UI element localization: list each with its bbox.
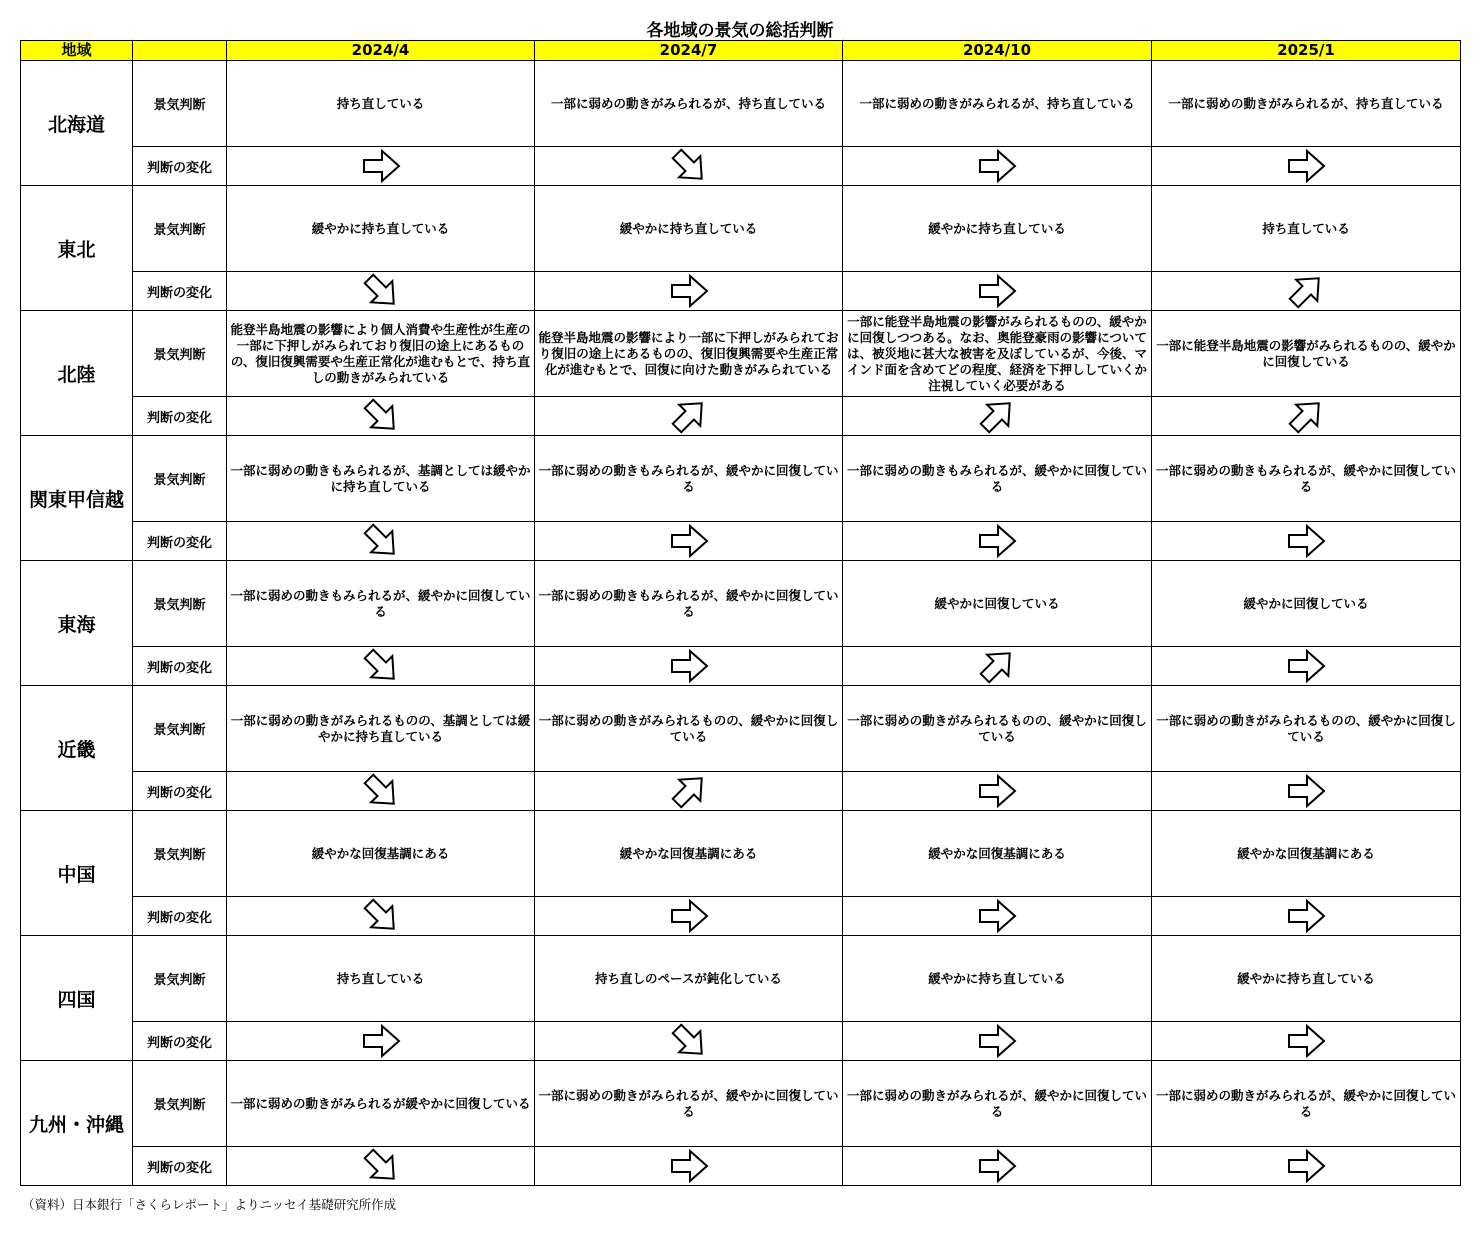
region-name: 近畿 [21,686,133,811]
right-arrow-icon [1283,773,1329,809]
judgment-label: 景気判断 [133,686,227,772]
judgment-label: 景気判断 [133,811,227,897]
right-arrow-icon [974,1148,1020,1184]
up-right-arrow-icon [666,398,712,434]
judgment-label: 景気判断 [133,311,227,397]
judgment-cell: 一部に弱めの動きもみられるが、緩やかに回復している [1152,436,1461,522]
change-cell [1152,1147,1461,1186]
right-arrow-icon [1283,148,1329,184]
judgment-cell: 緩やかに持ち直している [843,186,1152,272]
change-cell [535,1147,843,1186]
change-label: 判断の変化 [133,397,227,436]
region-change-row [21,1147,1461,1186]
change-cell [227,1022,535,1061]
region-judgment-row [21,436,1461,522]
change-cell [535,897,843,936]
right-arrow-icon [974,523,1020,559]
change-label: 判断の変化 [133,647,227,686]
region-judgment-row [21,186,1461,272]
right-arrow-icon [666,648,712,684]
change-cell [843,772,1152,811]
change-label: 判断の変化 [133,1022,227,1061]
regional-judgment-table [20,40,1461,1186]
judgment-label: 景気判断 [133,61,227,147]
region-name: 東海 [21,561,133,686]
judgment-label: 景気判断 [133,561,227,647]
region-change-row [21,897,1461,936]
judgment-label: 景気判断 [133,436,227,522]
region-name: 四国 [21,936,133,1061]
change-label: 判断の変化 [133,147,227,186]
right-arrow-icon [974,898,1020,934]
header-region: 地域 [21,41,133,61]
change-cell [227,647,535,686]
up-right-arrow-icon [974,648,1020,684]
change-label: 判断の変化 [133,1147,227,1186]
header-period: 2024/4 [227,41,535,61]
change-cell [843,522,1152,561]
down-right-arrow-icon [358,523,404,559]
judgment-cell: 一部に弱めの動きもみられるが、基調としては緩やかに持ち直している [227,436,535,522]
judgment-cell: 一部に弱めの動きがみられるものの、緩やかに回復している [843,686,1152,772]
judgment-cell: 持ち直しのペースが鈍化している [535,936,843,1022]
change-cell [843,1022,1152,1061]
judgment-cell: 一部に弱めの動きもみられるが、緩やかに回復している [535,561,843,647]
judgment-cell: 一部に弱めの動きがみられるものの、緩やかに回復している [535,686,843,772]
down-right-arrow-icon [358,1148,404,1184]
right-arrow-icon [1283,1148,1329,1184]
judgment-cell: 持ち直している [227,936,535,1022]
change-cell [843,272,1152,311]
down-right-arrow-icon [358,648,404,684]
change-cell [843,897,1152,936]
up-right-arrow-icon [1283,398,1329,434]
judgment-cell: 能登半島地震の影響により一部に下押しがみられており復旧の途上にあるものの、復旧復興需要や生産正常化が進むもとで、回復に向けた動きがみられている [535,311,843,397]
judgment-cell: 一部に弱めの動きがみられるものの、緩やかに回復している [1152,686,1461,772]
header-blank [133,41,227,61]
right-arrow-icon [1283,1023,1329,1059]
right-arrow-icon [974,273,1020,309]
change-cell [1152,897,1461,936]
judgment-cell: 一部に弱めの動きもみられるが、緩やかに回復している [843,436,1152,522]
judgment-cell: 緩やかに回復している [1152,561,1461,647]
right-arrow-icon [666,523,712,559]
region-name: 北海道 [21,61,133,186]
region-change-row [21,147,1461,186]
right-arrow-icon [358,1023,404,1059]
right-arrow-icon [666,273,712,309]
change-label: 判断の変化 [133,272,227,311]
right-arrow-icon [1283,898,1329,934]
change-cell [535,772,843,811]
region-change-row [21,397,1461,436]
change-cell [535,147,843,186]
change-label: 判断の変化 [133,897,227,936]
right-arrow-icon [974,773,1020,809]
header-period: 2025/1 [1152,41,1461,61]
judgment-cell: 一部に弱めの動きがみられるが、緩やかに回復している [843,1061,1152,1147]
judgment-cell: 緩やかに持ち直している [1152,936,1461,1022]
judgment-label: 景気判断 [133,1061,227,1147]
judgment-cell: 一部に能登半島地震の影響がみられるものの、緩やかに回復しつつある。なお、奥能登豪雨の影響については、被災地に甚大な被害を及ぼしているが、今後、マインド面を含めてどの程度、経済を下押ししていくか注視していく必要がある [843,311,1152,397]
judgment-cell: 持ち直している [227,61,535,147]
judgment-cell: 緩やかな回復基調にある [535,811,843,897]
region-name: 関東甲信越 [21,436,133,561]
judgment-cell: 緩やかに持ち直している [227,186,535,272]
judgment-cell: 一部に弱めの動きがみられるが、緩やかに回復している [1152,1061,1461,1147]
right-arrow-icon [666,898,712,934]
judgment-cell: 一部に能登半島地震の影響がみられるものの、緩やかに回復している [1152,311,1461,397]
change-cell [843,1147,1152,1186]
region-judgment-row [21,686,1461,772]
change-cell [535,397,843,436]
change-cell [227,897,535,936]
region-name: 中国 [21,811,133,936]
right-arrow-icon [1283,648,1329,684]
judgment-cell: 緩やかに持ち直している [843,936,1152,1022]
region-change-row [21,647,1461,686]
header-period: 2024/10 [843,41,1152,61]
region-judgment-row [21,61,1461,147]
change-cell [535,272,843,311]
change-cell [1152,647,1461,686]
change-cell [1152,147,1461,186]
change-cell [535,1022,843,1061]
change-label: 判断の変化 [133,772,227,811]
judgment-cell: 緩やかに回復している [843,561,1152,647]
change-cell [1152,522,1461,561]
judgment-cell: 一部に弱めの動きがみられるが、緩やかに回復している [535,1061,843,1147]
right-arrow-icon [1283,523,1329,559]
judgment-cell: 一部に弱めの動きがみられるが緩やかに回復している [227,1061,535,1147]
region-change-row [21,1022,1461,1061]
judgment-cell: 持ち直している [1152,186,1461,272]
region-change-row [21,772,1461,811]
judgment-label: 景気判断 [133,936,227,1022]
change-cell [1152,272,1461,311]
down-right-arrow-icon [358,773,404,809]
up-right-arrow-icon [666,773,712,809]
down-right-arrow-icon [666,1023,712,1059]
source-note: （資料）日本銀行「さくらレポート」よりニッセイ基礎研究所作成 [22,1197,397,1212]
header-period: 2024/7 [535,41,843,61]
change-cell [843,147,1152,186]
change-cell [227,397,535,436]
judgment-cell: 一部に弱めの動きがみられるが、持ち直している [535,61,843,147]
change-cell [227,522,535,561]
region-judgment-row [21,1061,1461,1147]
header-row [21,41,1461,61]
change-cell [535,647,843,686]
down-right-arrow-icon [358,898,404,934]
right-arrow-icon [358,148,404,184]
judgment-cell: 緩やかな回復基調にある [843,811,1152,897]
region-judgment-row [21,936,1461,1022]
change-cell [227,772,535,811]
region-judgment-row [21,311,1461,397]
page-title: 各地域の景気の総括判断 [646,21,834,41]
change-cell [843,647,1152,686]
change-cell [535,522,843,561]
right-arrow-icon [974,148,1020,184]
up-right-arrow-icon [974,398,1020,434]
region-change-row [21,522,1461,561]
judgment-label: 景気判断 [133,186,227,272]
region-judgment-row [21,561,1461,647]
judgment-cell: 緩やかな回復基調にある [1152,811,1461,897]
judgment-cell: 緩やかな回復基調にある [227,811,535,897]
down-right-arrow-icon [666,148,712,184]
change-cell [1152,397,1461,436]
down-right-arrow-icon [358,273,404,309]
judgment-cell: 一部に弱めの動きもみられるが、緩やかに回復している [227,561,535,647]
judgment-cell: 緩やかに持ち直している [535,186,843,272]
judgment-cell: 一部に弱めの動きがみられるが、持ち直している [843,61,1152,147]
down-right-arrow-icon [358,398,404,434]
judgment-cell: 一部に弱めの動きがみられるものの、基調としては緩やかに持ち直している [227,686,535,772]
change-cell [227,1147,535,1186]
change-cell [1152,1022,1461,1061]
change-cell [227,147,535,186]
region-name: 北陸 [21,311,133,436]
judgment-cell: 一部に弱めの動きもみられるが、緩やかに回復している [535,436,843,522]
change-cell [1152,772,1461,811]
change-cell [227,272,535,311]
right-arrow-icon [974,1023,1020,1059]
region-name: 九州・沖縄 [21,1061,133,1186]
region-name: 東北 [21,186,133,311]
change-label: 判断の変化 [133,522,227,561]
region-change-row [21,272,1461,311]
right-arrow-icon [666,1148,712,1184]
region-judgment-row [21,811,1461,897]
judgment-cell: 一部に弱めの動きがみられるが、持ち直している [1152,61,1461,147]
up-right-arrow-icon [1283,273,1329,309]
judgment-cell: 能登半島地震の影響により個人消費や生産性が生産の一部に下押しがみられており復旧の途上にあるものの、復旧復興需要や生産正常化が進むもとで、持ち直しの動きがみられている [227,311,535,397]
change-cell [843,397,1152,436]
